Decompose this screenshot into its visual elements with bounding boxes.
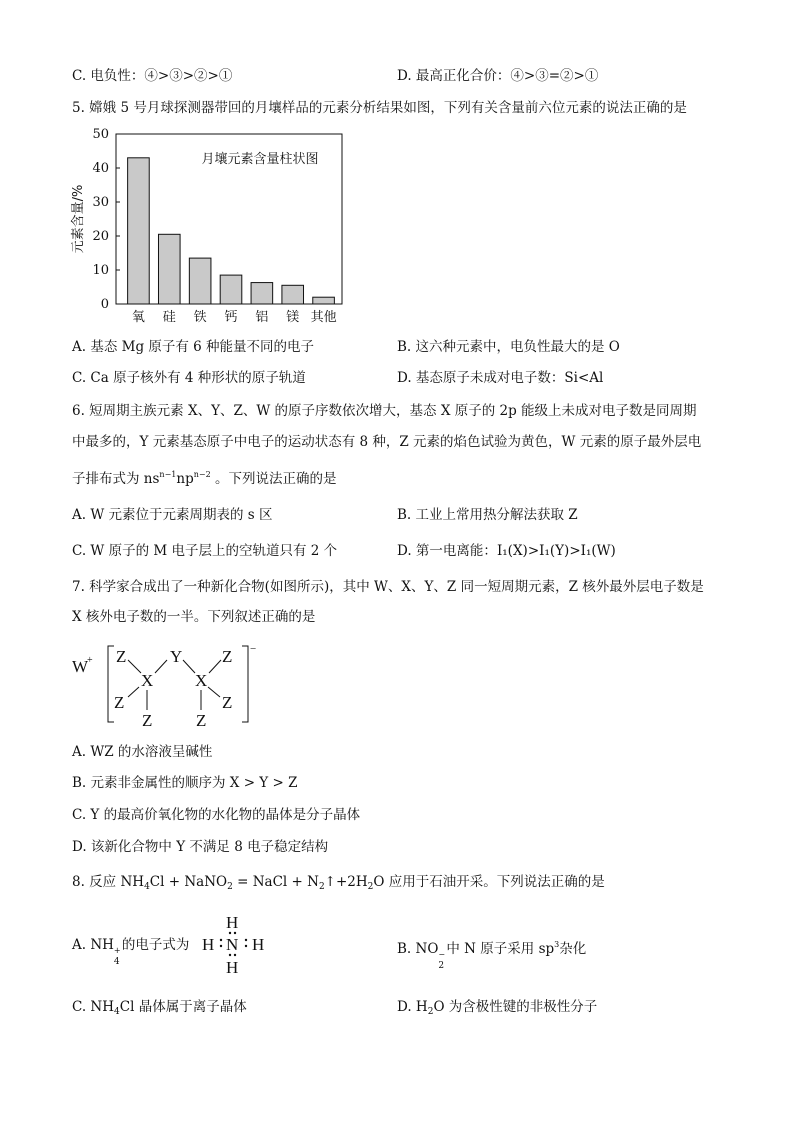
q4-option-c: C. 电负性：④>③>②>① bbox=[72, 68, 233, 84]
bar bbox=[128, 158, 150, 304]
bar bbox=[282, 285, 304, 304]
struct-w: W bbox=[72, 657, 89, 676]
bar bbox=[251, 283, 273, 304]
q8-option-b-sub: 2 bbox=[438, 961, 445, 971]
q8-option-a bbox=[72, 936, 190, 967]
q6-line-3-a: 子排布式为 ns bbox=[72, 471, 160, 487]
y-tick-label: 30 bbox=[92, 195, 109, 210]
struct-x-2: X bbox=[195, 671, 208, 690]
q8-stem-b: Cl + NaNO bbox=[149, 874, 228, 890]
q6-option-d-text: D. 第一电离能： bbox=[397, 543, 497, 559]
q6-line-3-b: np bbox=[176, 471, 194, 487]
q7-option-d: D. 该新化合物中 Y 不满足 8 电子稳定结构 bbox=[72, 839, 329, 855]
struct-z-5: Z bbox=[142, 711, 153, 730]
x-tick-label: 钙 bbox=[224, 310, 238, 325]
q8-stem-sub-d: 2 bbox=[367, 882, 374, 892]
q7-option-c: C. Y 的最高价氧化物的水化物的晶体是分子晶体 bbox=[72, 807, 361, 823]
q6-line-3-sup2: n−2 bbox=[193, 470, 211, 479]
q8-option-b bbox=[397, 936, 587, 971]
lewis-h-left: H bbox=[202, 935, 215, 954]
q5-stem: 5. 嫦娥 5 号月球探测器带回的月壤样品的元素分析结果如图，下列有关含量前六位元素的说法正确的是 bbox=[72, 100, 687, 116]
y-tick-label: 40 bbox=[92, 161, 109, 176]
x-tick-label: 其他 bbox=[310, 310, 337, 325]
struct-minus: − bbox=[250, 643, 257, 655]
q5-option-d: D. 基态原子未成对电子数：Si<Al bbox=[397, 370, 604, 386]
y-tick-label: 10 bbox=[92, 263, 109, 278]
q8-stem-sub-c: 2 bbox=[318, 882, 325, 892]
q6-line-1: 6. 短周期主族元素 X、Y、Z、W 的原子序数依次增大，基态 X 原子的 2p 能级上未成对电子数是同周期 bbox=[72, 403, 697, 419]
q7-line-1: 7. 科学家合成出了一种新化合物(如图所示)，其中 W、X、Y、Z 同一短周期元素，Z 核外最外层电子数是 bbox=[72, 579, 704, 595]
q5-option-c: C. Ca 原子核外有 4 种形状的原子轨道 bbox=[72, 370, 306, 386]
lewis-h-top: H bbox=[226, 913, 239, 932]
q8-stem-sub-b: 2 bbox=[227, 882, 233, 892]
q7-option-b: B. 元素非金属性的顺序为 X > Y > Z bbox=[72, 775, 298, 791]
struct-z-6: Z bbox=[196, 711, 207, 730]
q6-option-c: C. W 原子的 M 电子层上的空轨道只有 2 个 bbox=[72, 543, 338, 559]
y-tick-label: 0 bbox=[100, 297, 109, 312]
nh4-lewis-structure bbox=[196, 912, 276, 978]
q6-option-a: A. W 元素位于元素周期表的 s 区 bbox=[72, 507, 273, 523]
q8-stem-c: = NaCl + N bbox=[232, 874, 319, 890]
y-tick-label: 20 bbox=[92, 229, 109, 244]
bar bbox=[189, 258, 211, 304]
q8-option-b-c: 杂化 bbox=[559, 941, 587, 957]
q6-line-2: 中最多的，Y 元素基态原子中电子的运动状态有 8 种，Z 元素的焰色试验为黄色，W 元素的原子最外层电 bbox=[72, 434, 702, 450]
q6-option-b: B. 工业上常用热分解法获取 Z bbox=[397, 507, 578, 523]
q7-option-a: A. WZ 的水溶液呈碱性 bbox=[72, 744, 213, 760]
q6-line-3 bbox=[72, 466, 336, 488]
q6-option-d bbox=[397, 542, 616, 560]
q8-option-d-a: D. H bbox=[397, 999, 428, 1015]
struct-z-2: Z bbox=[222, 647, 233, 666]
q6-option-d-formula: I₁(X)>I₁(Y)>I₁(W) bbox=[496, 543, 616, 559]
q8-option-c-a: C. NH bbox=[72, 999, 115, 1015]
q8-option-b-sup2: 3 bbox=[554, 940, 560, 949]
q7-line-2: X 核外电子数的一半。下列叙述正确的是 bbox=[72, 609, 316, 625]
q8-option-b-a: B. NO bbox=[397, 941, 439, 957]
lewis-h-bottom: H bbox=[226, 958, 239, 977]
x-tick-label: 铝 bbox=[255, 310, 269, 325]
lewis-h-right: H bbox=[252, 935, 265, 954]
q8-option-d-b: O 为含极性键的非极性分子 bbox=[433, 999, 598, 1015]
struct-y: Y bbox=[170, 647, 183, 666]
struct-z-4: Z bbox=[222, 693, 233, 712]
q8-option-d-sub: 2 bbox=[427, 1007, 434, 1017]
struct-z-3: Z bbox=[114, 693, 125, 712]
q7-structure-diagram bbox=[70, 640, 270, 732]
x-tick-label: 镁 bbox=[286, 310, 300, 325]
lewis-n: N bbox=[226, 935, 239, 954]
bar bbox=[158, 234, 180, 304]
q8-stem-a: 8. 反应 NH bbox=[72, 874, 145, 890]
bar bbox=[313, 297, 335, 304]
q8-option-a-b: 的电子式为 bbox=[121, 937, 190, 953]
bar-chart bbox=[60, 124, 360, 330]
q8-stem-d: ↑+2H bbox=[324, 874, 368, 890]
bar bbox=[220, 275, 242, 304]
q5-option-b: B. 这六种元素中，电负性最大的是 O bbox=[397, 339, 620, 355]
q8-option-b-b: 中 N 原子采用 sp bbox=[446, 941, 555, 957]
q8-option-c-b: Cl 晶体属于离子晶体 bbox=[119, 999, 247, 1015]
y-axis-label: 元素含量/% bbox=[71, 184, 86, 254]
x-tick-label: 铁 bbox=[193, 310, 207, 325]
q8-option-a-a: A. NH bbox=[72, 937, 114, 953]
q8-stem bbox=[72, 873, 605, 896]
q8-option-c bbox=[72, 998, 247, 1021]
bracket-right bbox=[242, 646, 248, 722]
q4-option-d: D. 最高正化合价：④>③=②>① bbox=[397, 68, 599, 84]
y-tick-label: 50 bbox=[92, 127, 109, 142]
q5-option-a: A. 基态 Mg 原子有 6 种能量不同的电子 bbox=[72, 339, 315, 355]
q8-option-a-sup: + bbox=[113, 946, 121, 955]
q8-stem-e: O 应用于石油开采。下列说法正确的是 bbox=[373, 874, 605, 890]
q8-option-c-sub: 4 bbox=[114, 1007, 120, 1017]
x-tick-label: 硅 bbox=[162, 310, 176, 325]
q6-line-3-sup1: n−1 bbox=[159, 470, 177, 479]
q8-option-b-sup: − bbox=[438, 950, 446, 959]
struct-x-1: X bbox=[141, 671, 154, 690]
q8-stem-sub-a: 4 bbox=[144, 882, 150, 892]
q6-line-3-c: 。下列说法正确的是 bbox=[214, 471, 337, 487]
struct-z-1: Z bbox=[116, 647, 127, 666]
x-tick-label: 氧 bbox=[131, 310, 145, 325]
q8-option-d bbox=[397, 998, 597, 1021]
q8-option-a-sub: 4 bbox=[113, 957, 120, 967]
struct-plus: + bbox=[87, 655, 93, 666]
chart-title: 月壤元素含量柱状图 bbox=[201, 152, 319, 167]
